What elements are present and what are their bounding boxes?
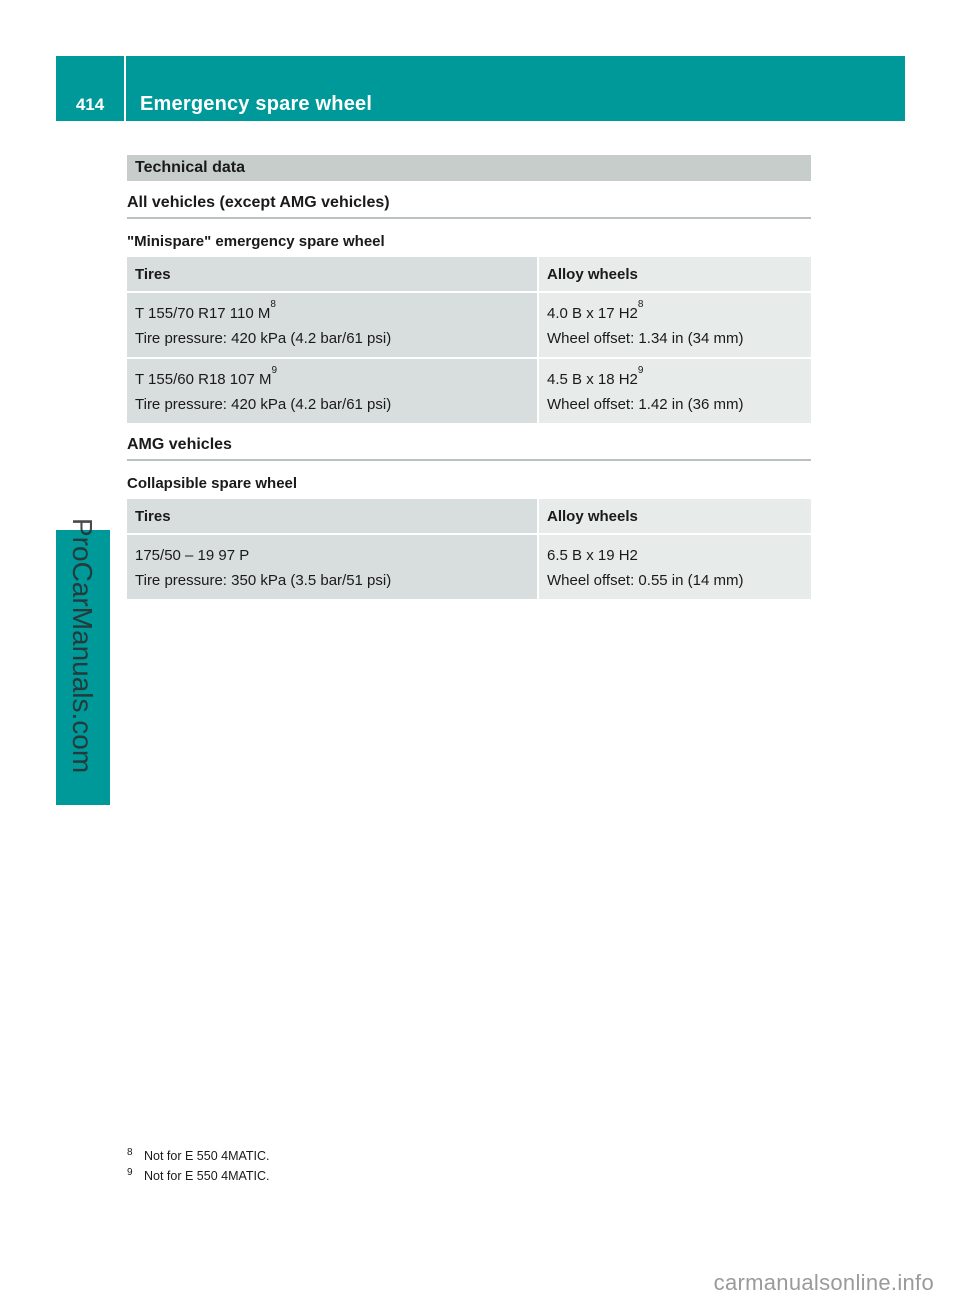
wheel-cell <box>537 535 811 599</box>
group1-subheading: "Minispare" emergency spare wheel <box>127 233 385 250</box>
wheel-cell <box>537 293 811 357</box>
footnote-ref: 8 <box>637 299 644 310</box>
tire-pressure: Tire pressure: 420 kPa (4.2 bar/61 psi) <box>135 330 392 347</box>
column-header-alloy-wheels: Alloy wheels <box>537 257 811 291</box>
wheel-offset: Wheel offset: 0.55 in (14 mm) <box>547 572 744 589</box>
tire-cell <box>127 293 537 357</box>
group2-heading: AMG vehicles <box>127 436 811 461</box>
footnote-ref: 8 <box>270 299 276 310</box>
wheel-size: 4.5 B x 18 H2 <box>547 371 638 388</box>
footnote-number: 9 <box>127 1167 133 1178</box>
footnote-ref: 9 <box>271 365 278 376</box>
footnote-number: 8 <box>127 1147 133 1158</box>
section-title: Technical data <box>127 155 811 181</box>
column-header-tires: Tires <box>127 257 537 291</box>
table-row <box>127 293 811 357</box>
footnotes <box>127 1146 270 1186</box>
footnote <box>127 1146 270 1166</box>
wheel-offset: Wheel offset: 1.34 in (34 mm) <box>547 330 744 347</box>
tire-size: T 155/60 R18 107 M <box>135 371 272 388</box>
wheel-offset: Wheel offset: 1.42 in (36 mm) <box>547 396 744 413</box>
group1-heading: All vehicles (except AMG vehicles) <box>127 194 811 219</box>
collapsible-spare-table <box>127 497 811 601</box>
footnote-ref: 9 <box>637 365 644 376</box>
footnote <box>127 1166 270 1186</box>
column-header-alloy-wheels: Alloy wheels <box>537 499 811 533</box>
tire-cell <box>127 535 537 599</box>
table-header-row <box>127 257 811 291</box>
table-header-row <box>127 499 811 533</box>
page-number: 414 <box>56 56 126 121</box>
table-row <box>127 535 811 599</box>
group2-subheading: Collapsible spare wheel <box>127 475 298 492</box>
minispare-table <box>127 255 811 425</box>
footnote-text: Not for E 550 4MATIC. <box>144 1169 270 1183</box>
page-title: Emergency spare wheel <box>140 93 373 115</box>
site-watermark: carmanualsonline.info <box>713 1270 934 1295</box>
tire-pressure: Tire pressure: 350 kPa (3.5 bar/51 psi) <box>135 572 392 589</box>
tire-size: T 155/70 R17 110 M <box>135 305 271 322</box>
table-row <box>127 359 811 423</box>
tire-cell <box>127 359 537 423</box>
tire-pressure: Tire pressure: 420 kPa (4.2 bar/61 psi) <box>135 396 392 413</box>
tire-size: 175/50 – 19 97 P <box>135 547 250 564</box>
page-header <box>56 56 905 121</box>
wheel-size: 6.5 B x 19 H2 <box>547 547 638 564</box>
footnote-text: Not for E 550 4MATIC. <box>144 1149 270 1163</box>
wheel-size: 4.0 B x 17 H2 <box>547 305 638 322</box>
wheel-cell <box>537 359 811 423</box>
side-watermark: ProCarManuals.com <box>67 518 98 774</box>
column-header-tires: Tires <box>127 499 537 533</box>
